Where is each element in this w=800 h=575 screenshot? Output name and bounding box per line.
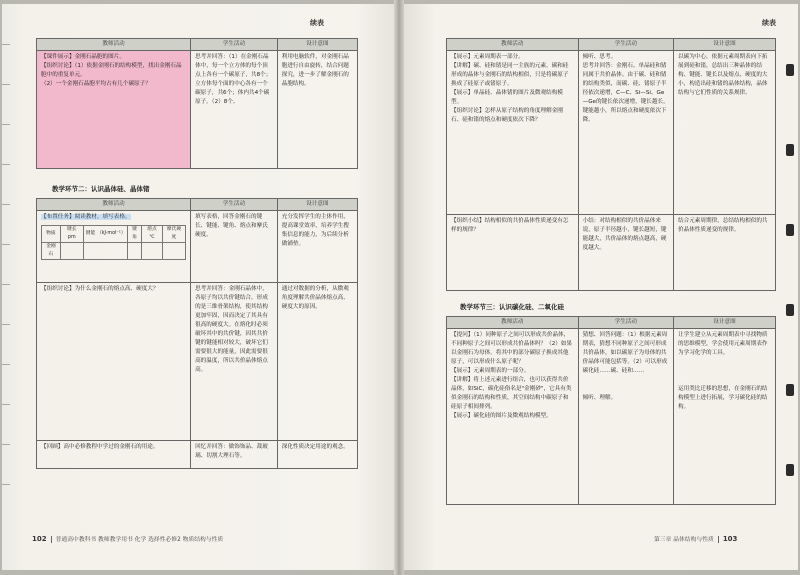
header-intent: 设计意图 [277, 199, 357, 211]
table-row [447, 329, 776, 505]
mini-cell [83, 243, 127, 260]
header-teacher: 教师活动 [447, 317, 579, 329]
continued-label: 续表 [310, 19, 324, 27]
intent-cell: 充分发挥学生的主体作用，提高课堂效率，培养学生搜集信息的能力，为后续分析做铺垫。 [277, 211, 357, 283]
footer-text: 第三章 晶体结构与性质 [654, 537, 714, 543]
header-student: 学生活动 [578, 317, 673, 329]
mini-header: 键长 pm [60, 226, 83, 243]
teacher-cell: 【提问】（1）同种原子之间可以形成共价晶体，不同种原子之间可以形成共价晶体吗？（2）如果以金刚石为母体，将其中的部分碳原子换成其他原子，可以形成什么原子呢？ 【展示】元素周期表的一部分。 【讲解】将上述元素进行组合，也可以获得共价晶体，如SiC，碳化硅俗名是"金刚砂"，它具有类似金刚石的结构和性质，其空间结构中碳原子和硅原子相间排列。 【展示】碳化硅的图片及微观结构模型。 [447, 329, 579, 505]
page-footer [654, 534, 737, 543]
intent-cell: 深化性质决定用途的观念。 [277, 441, 357, 469]
teacher-cell: 【回顾】高中必修教程中学过的金刚石的用途。 [37, 441, 191, 469]
left-page [2, 4, 394, 570]
left-table-2 [36, 198, 358, 469]
mini-cell [162, 243, 185, 260]
mini-header: 摩氏硬度 [162, 226, 185, 243]
book-gutter [394, 0, 404, 575]
teacher-cell: 【组织小结】结构相似的共价晶体性质递变有怎样的规律？ [447, 215, 579, 291]
header-teacher: 教师活动 [447, 39, 579, 51]
student-cell: 思考并回答：金刚石晶体中，各原子均以共价键结合，形成的是三维骨架结构，使其结构更加牢固，因而决定了其具有很高的硬度大。在熔化时必须破坏其中的共价键，因其共价键的键能相对较大，破坏它们需要很大的能量，因此需要很高的温度，所以共价晶体熔点高。 [191, 283, 278, 441]
student-cell: 填写表格，回答金刚石的键长、键能、键角、熔点和摩氏硬度。 [191, 211, 278, 283]
properties-table [41, 225, 186, 260]
footer-text: 普通高中教科书 教师教学用书 化学 选择性必修2 物质结构与性质 [55, 537, 224, 543]
intent-cell: 以碳为中心，依据元素周期表向下拓展到硅和锗，总结出三种晶体的结构、键能、键长以及熔点、硬度的大小，构造出硅和锗的晶体结构，晶体结构与它们性质的关系规律。 [674, 51, 776, 215]
right-table-1 [446, 38, 776, 291]
section-title-3: 教学环节三：认识碳化硅、二氧化硅 [460, 303, 564, 311]
mini-cell [127, 243, 141, 260]
teacher-cell [37, 211, 191, 283]
mini-header: 熔点 ℃ [142, 226, 163, 243]
table-row [447, 51, 776, 215]
student-cell: 思考并回答：（1）在金刚石晶体中，每一个立方体的每个顶点上各有一个碳原子，共8个；立方体每个面的中心各有一个碳原子，共6个；体内共4个碳原子。（2）8个。 [191, 51, 278, 169]
student-cell: 猜想、回答问题：（1）根据元素周期表，猜想不同种原子之间可形成共价晶体，如以碳原子为母体的共价晶体可能包括等。（2）可以形成碳化硅……碳、硅和…… 倾听、理解。 [578, 329, 673, 505]
teacher-cell: 【课件展示】金刚石晶胞的图片。 【组织讨论】（1）依据金刚石的结构模型，找出金刚石晶胞中的重复单元。 （2）一个金刚石晶胞平均占有几个碳原子？ [37, 51, 191, 169]
table-row [447, 215, 776, 291]
mini-header: 键能 （kJ·mol⁻¹） [83, 226, 127, 243]
table-row [37, 283, 358, 441]
table-row [37, 51, 358, 169]
header-teacher: 教师活动 [37, 39, 191, 51]
mini-cell [142, 243, 163, 260]
mini-cell [60, 243, 83, 260]
header-student: 学生活动 [191, 39, 278, 51]
header-intent: 设计意图 [277, 39, 357, 51]
continued-label: 续表 [762, 19, 776, 27]
header-student: 学生活动 [191, 199, 278, 211]
teacher-cell: 【组织讨论】为什么金刚石的熔点高、硬度大？ [37, 283, 191, 441]
intent-cell: 让学生建立从元素周期表中寻找物质的思维模型，学会使用元素周期表作为学习化学的工具。 运用类比迁移的思想，在金刚石的结构模型上进行拓展，学习碳化硅的结构。 [674, 329, 776, 505]
right-page [404, 4, 798, 570]
page-number: 103 [722, 535, 738, 543]
mini-header: 键角 [127, 226, 141, 243]
right-table-2 [446, 316, 776, 505]
mini-header: 物质 [42, 226, 61, 243]
table-row [37, 441, 358, 469]
header-teacher: 教师活动 [37, 199, 191, 211]
teacher-cell: 【展示】元素周期表一部分。 【讲解】碳、硅和锗是同一主族的元素，碳和硅形成的晶体与金刚石的结构相似，只是将碳原子换成了硅原子或锗原子。 【展示】单晶硅、晶体锗的图片及微观结构模型。 【组织讨论】怎样从原子结构的角度理解金刚石、硅和锗的熔点和硬度依次下降？ [447, 51, 579, 215]
student-cell: 倾听、思考。 思考并回答：金刚石、单晶硅和锗同属于共价晶体。由于碳、硅和锗的结构类似，而碳、硅、锗原子半径依次递增，C—C、Si—Si、Ge—Ge的键长依次递增，键长越长，键能越小，所以熔点和硬度依次下降。 [578, 51, 673, 215]
mini-cell: 金刚石 [42, 243, 61, 260]
left-table-1 [36, 38, 358, 169]
table-row [37, 211, 358, 283]
section-title-2: 教学环节二：认识晶体硅、晶体锗 [52, 185, 150, 193]
intent-cell: 结合元素周期律，总结结构相似的共价晶体性质递变的规律。 [674, 215, 776, 291]
intent-cell: 通过对数据的分析，从微观角度理解共价晶体熔点高、硬度大的原因。 [277, 283, 357, 441]
page-number: 102 [32, 535, 47, 543]
header-intent: 设计意图 [674, 317, 776, 329]
task-text: 【布置任务】阅读教材，填写表格。 [41, 214, 131, 220]
header-intent: 设计意图 [674, 39, 776, 51]
student-cell: 小结：对结构相似的共价晶体来说，原子半径越小，键长越短，键能越大，共价晶体的熔点越高，硬度越大。 [578, 215, 673, 291]
page-footer [32, 534, 223, 543]
header-student: 学生活动 [578, 39, 673, 51]
intent-cell: 利用电脑软件，对金刚石晶胞进行自由旋转，结合问题探究，进一步了解金刚石的晶胞结构。 [277, 51, 357, 169]
student-cell: 回忆并回答：做饰饰品、裁玻璃、切割大理石等。 [191, 441, 278, 469]
